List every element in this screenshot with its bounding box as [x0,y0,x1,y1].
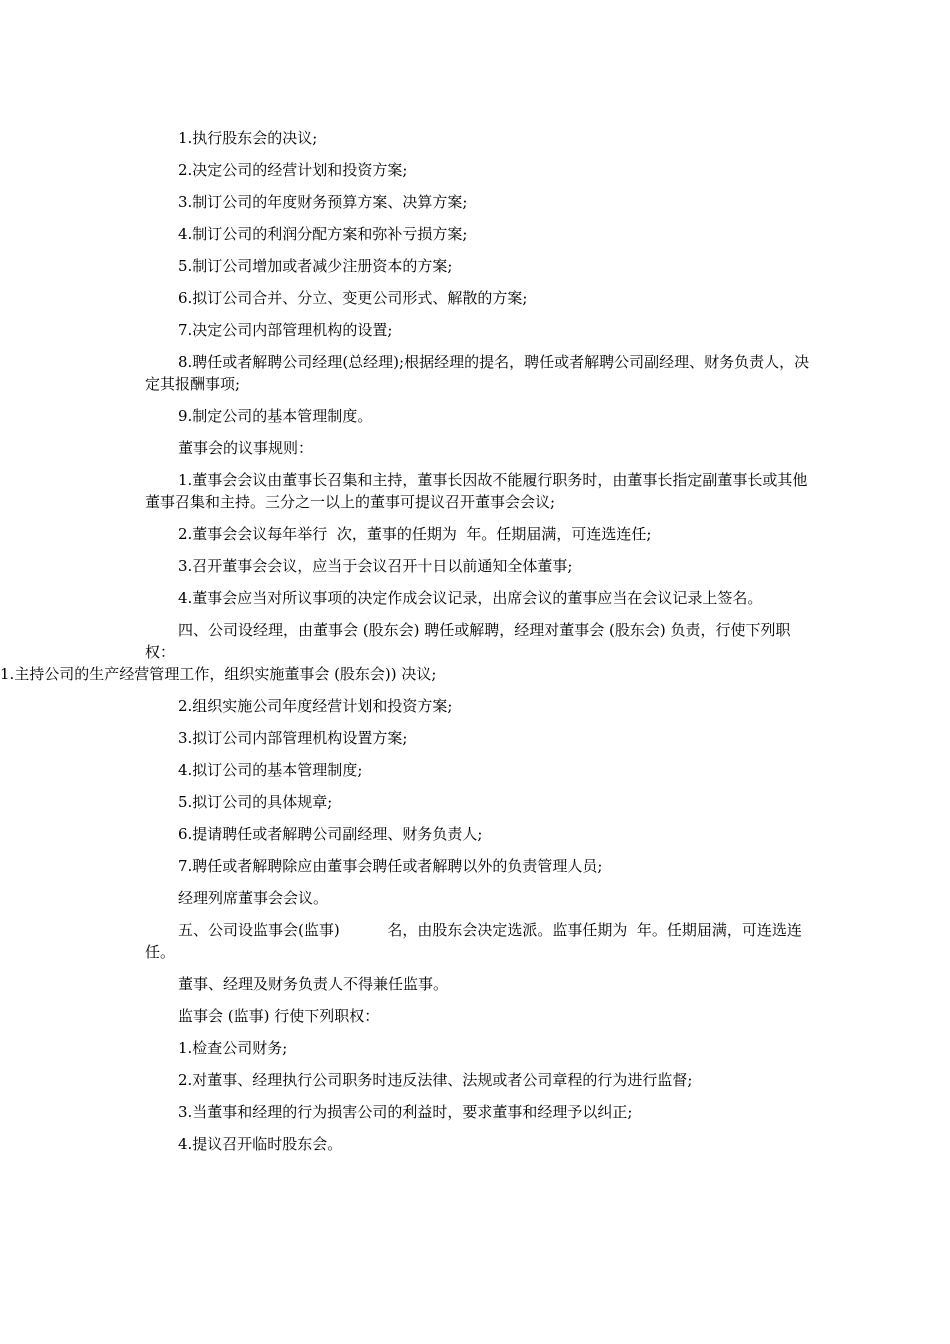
paragraph: 5.制订公司增加或者减少注册资本的方案; [178,257,453,275]
paragraph: 1.检查公司财务; [178,1039,288,1057]
paragraph: 8.聘任或者解聘公司经理(总经理);根据经理的提名，聘任或者解聘公司副经理、财务负责人，决定其报酬事项; [145,353,810,393]
paragraph: 4.制订公司的利润分配方案和弥补亏损方案; [178,225,468,243]
paragraph: 四、公司设经理，由董事会 (股东会) 聘任或解聘，经理对董事会 (股东会) 负责，行使下列职权： [145,621,791,661]
paragraph: 6.拟订公司合并、分立、变更公司形式、解散的方案; [178,289,528,307]
paragraph: 1.执行股东会的决议; [178,129,318,147]
paragraph: 3.制订公司的年度财务预算方案、决算方案; [178,193,468,211]
paragraph: 5.拟订公司的具体规章; [178,793,333,811]
paragraph: 1.主持公司的生产经营管理工作，组织实施董事会 (股东会)) 决议; [0,665,437,683]
paragraph: 4.提议召开临时股东会。 [178,1135,343,1153]
paragraph: 经理列席董事会会议。 [178,889,329,907]
section-heading: 董事会的议事规则： [178,439,314,457]
paragraph: 7.决定公司内部管理机构的设置; [178,321,393,339]
paragraph: 6.提请聘任或者解聘公司副经理、财务负责人; [178,825,483,843]
paragraph: 7.聘任或者解聘除应由董事会聘任或者解聘以外的负责管理人员; [178,857,603,875]
paragraph: 五、公司设监事会(监事) 名，由股东会决定选派。监事任期为 年。任期届满，可连选连任。 [145,921,802,961]
paragraph: 2.对董事、经理执行公司职务时违反法律、法规或者公司章程的行为进行监督; [178,1071,693,1089]
paragraph: 3.当董事和经理的行为损害公司的利益时，要求董事和经理予以纠正; [178,1103,633,1121]
paragraph: 1.董事会会议由董事长召集和主持，董事长因故不能履行职务时，由董事长指定副董事长或其他董事召集和主持。三分之一以上的董事可提议召开董事会会议; [145,471,808,511]
paragraph: 4.董事会应当对所议事项的决定作成会议记录，出席会议的董事应当在会议记录上签名。 [178,589,763,607]
paragraph: 3.召开董事会会议，应当于会议召开十日以前通知全体董事; [178,557,573,575]
section-heading: 监事会 (监事) 行使下列职权： [178,1007,380,1025]
paragraph: 9.制定公司的基本管理制度。 [178,407,373,425]
paragraph: 2.董事会会议每年举行 次，董事的任期为 年。任期届满，可连选连任; [178,525,652,543]
paragraph: 董事、经理及财务负责人不得兼任监事。 [178,975,449,993]
document-body [0,127,810,1155]
paragraph: 3.拟订公司内部管理机构设置方案; [178,729,408,747]
paragraph: 2.决定公司的经营计划和投资方案; [178,161,408,179]
paragraph: 2.组织实施公司年度经营计划和投资方案; [178,697,453,715]
paragraph: 4.拟订公司的基本管理制度; [178,761,363,779]
